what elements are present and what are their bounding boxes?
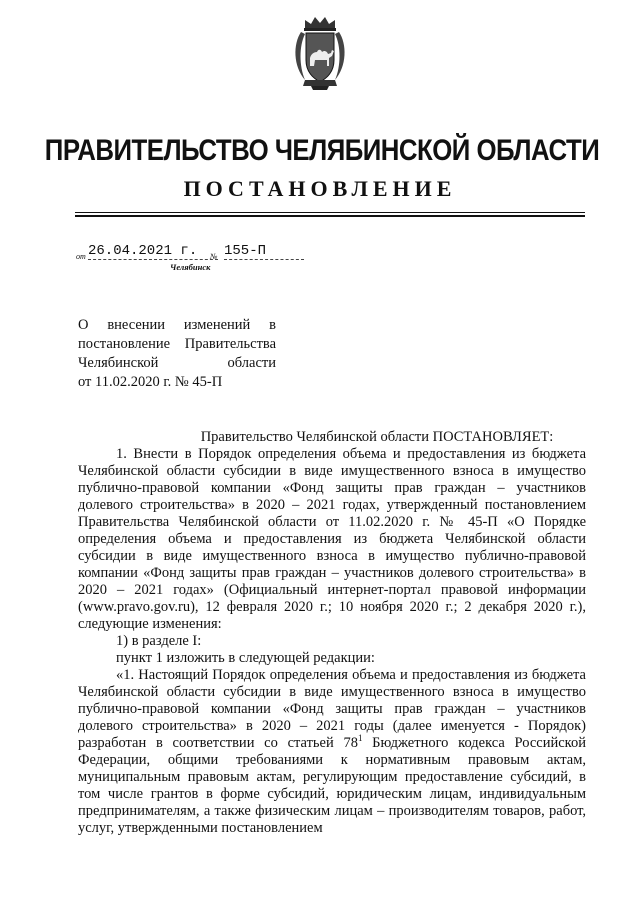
document-body — [78, 429, 586, 837]
document-number: 155-П — [224, 243, 304, 260]
city-name: Челябинск — [170, 262, 211, 272]
paragraph-text: Бюджетного кодекса Российской Федерации, общими требованиями к нормативным правовым актам, муниципальным правовым актам, регулирующим предоставление субсидий, в том числе грантов в форме субсидий, юридическим лицам, индивидуальным предпринимателям, а также физическим лицам – производителям товаров, работ, услуг, утвержденными постановлением — [78, 735, 586, 836]
paragraph: 1) в разделе I: — [116, 633, 202, 649]
subject-line: постановление Правительства — [78, 336, 276, 352]
paragraph — [78, 667, 586, 837]
number-label: № — [210, 252, 218, 261]
coat-of-arms-emblem — [291, 14, 349, 90]
document-type: ПОСТАНОВЛЕНИЕ — [183, 176, 457, 201]
organization-title: ПРАВИТЕЛЬСТВО ЧЕЛЯБИНСКОЙ ОБЛАСТИ — [44, 134, 600, 167]
subject-line: от 11.02.2020 г. № 45-П — [78, 374, 223, 390]
header-divider-thick — [75, 215, 585, 217]
date-label: от — [76, 252, 86, 261]
paragraph: 1. Внести в Порядок определения объема и предоставления из бюджета Челябинской области субсидии в виде имущественного взноса в имущество публично-правовой компании «Фонд защиты прав граждан – участников долевого строительства» в 2020 – 2021 годах, утвержденный постановлением Правительства Челябинской области от 11.02.2020 г. № 45-П «О Порядке определения объема и предоставления из бюджета Челябинской области субсидии в виде имущественного взноса в имущество публично-правовой компании «Фонд защиты прав граждан – участников долевого строительства» в 2020 – 2021 годах» (Официальный интернет-портал правовой информации (www.pravo.gov.ru), 12 февраля 2020 г.; 10 ноября 2020 г.; 2 декабря 2020 г.), следующие изменения: — [78, 446, 586, 632]
document-subject — [78, 316, 276, 392]
header-divider-thin — [75, 212, 585, 213]
preamble: Правительство Челябинской области ПОСТАНОВЛЯЕТ: — [200, 429, 554, 445]
subject-line: О внесении изменений в — [78, 317, 276, 333]
article-superscript: 1 — [357, 733, 363, 743]
subject-line: Челябинской области — [78, 355, 276, 371]
paragraph: пункт 1 изложить в следующей редакции: — [116, 650, 375, 666]
paragraph-text: «1. Настоящий Порядок определения объема и предоставления из бюджета Челябинской области субсидии в виде имущественного взноса в имущество публично-правовой компании «Фонд защиты прав граждан – участников долевого строительства» в 2020 – 2021 годы (далее именуется - Порядок) разработан в соответствии со статьей 78 — [78, 667, 586, 751]
document-date: 26.04.2021 г. — [88, 243, 218, 260]
